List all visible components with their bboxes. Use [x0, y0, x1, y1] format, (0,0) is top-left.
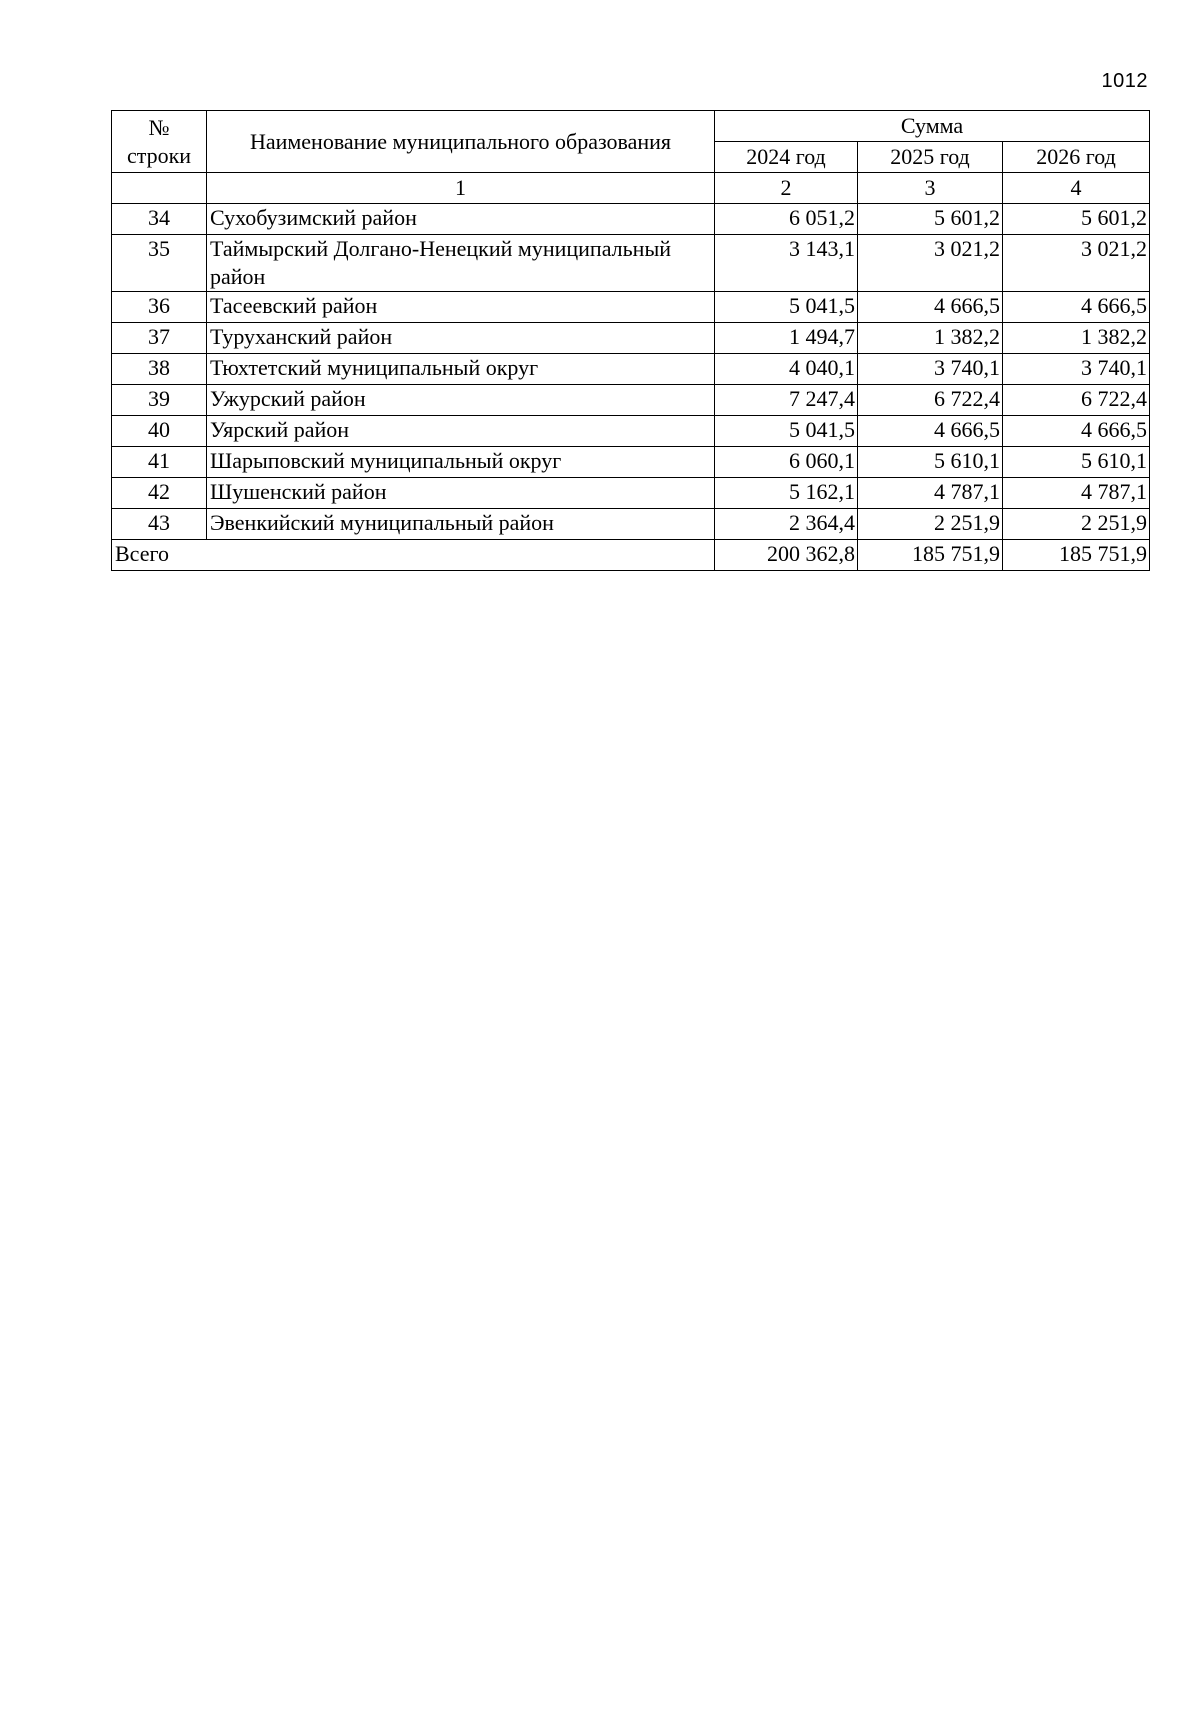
header-sum: Сумма [715, 111, 1150, 142]
value-2025: 1 382,2 [858, 323, 1003, 354]
value-2025: 4 666,5 [858, 292, 1003, 323]
row-number: 41 [112, 447, 207, 478]
table-row [112, 416, 1150, 447]
header-municipality-name: Наименование муниципального образования [207, 111, 715, 173]
total-2024: 200 362,8 [715, 540, 858, 571]
municipality-name: Сухобузимский район [207, 204, 715, 235]
value-2026: 5 610,1 [1003, 447, 1150, 478]
value-2025: 5 601,2 [858, 204, 1003, 235]
column-index-3: 3 [858, 173, 1003, 204]
value-2026: 3 740,1 [1003, 354, 1150, 385]
table-row [112, 385, 1150, 416]
municipality-name: Шушенский район [207, 478, 715, 509]
column-index-4: 4 [1003, 173, 1150, 204]
header-row-number-line2: строки [126, 142, 192, 168]
table-row [112, 235, 1150, 292]
value-2024: 7 247,4 [715, 385, 858, 416]
row-number: 34 [112, 204, 207, 235]
column-index-2: 2 [715, 173, 858, 204]
table-row [112, 447, 1150, 478]
value-2026: 2 251,9 [1003, 509, 1150, 540]
value-2025: 3 740,1 [858, 354, 1003, 385]
municipality-name: Уярский район [207, 416, 715, 447]
row-number: 43 [112, 509, 207, 540]
value-2025: 6 722,4 [858, 385, 1003, 416]
value-2026: 4 666,5 [1003, 292, 1150, 323]
header-year-2024: 2024 год [715, 142, 858, 173]
value-2024: 5 162,1 [715, 478, 858, 509]
municipality-name: Эвенкийский муниципальный район [207, 509, 715, 540]
value-2026: 5 601,2 [1003, 204, 1150, 235]
value-2024: 2 364,4 [715, 509, 858, 540]
row-number: 38 [112, 354, 207, 385]
value-2024: 5 041,5 [715, 292, 858, 323]
value-2024: 3 143,1 [715, 235, 858, 292]
row-number: 42 [112, 478, 207, 509]
total-2026: 185 751,9 [1003, 540, 1150, 571]
value-2025: 4 666,5 [858, 416, 1003, 447]
value-2026: 4 787,1 [1003, 478, 1150, 509]
row-number: 35 [112, 235, 207, 292]
table-row [112, 478, 1150, 509]
column-index-1: 1 [207, 173, 715, 204]
value-2024: 6 051,2 [715, 204, 858, 235]
table-row [112, 509, 1150, 540]
column-index-0 [112, 173, 207, 204]
header-row-number-line1: № [148, 114, 170, 140]
value-2024: 5 041,5 [715, 416, 858, 447]
value-2024: 6 060,1 [715, 447, 858, 478]
table-row [112, 323, 1150, 354]
value-2026: 1 382,2 [1003, 323, 1150, 354]
row-number: 40 [112, 416, 207, 447]
value-2024: 4 040,1 [715, 354, 858, 385]
table-row [112, 204, 1150, 235]
row-number: 37 [112, 323, 207, 354]
value-2025: 4 787,1 [858, 478, 1003, 509]
page-number: 1012 [1101, 70, 1148, 92]
value-2026: 4 666,5 [1003, 416, 1150, 447]
value-2025: 2 251,9 [858, 509, 1003, 540]
value-2025: 3 021,2 [858, 235, 1003, 292]
municipality-name: Ужурский район [207, 385, 715, 416]
municipality-name: Таймырский Долгано-Ненецкий муниципальный район [207, 235, 715, 292]
header-year-2025: 2025 год [858, 142, 1003, 173]
municipality-name: Шарыповский муниципальный округ [207, 447, 715, 478]
municipality-name: Тасеевский район [207, 292, 715, 323]
value-2024: 1 494,7 [715, 323, 858, 354]
value-2026: 3 021,2 [1003, 235, 1150, 292]
budget-table [111, 110, 1150, 571]
row-number: 39 [112, 385, 207, 416]
header-row-number [112, 111, 207, 173]
value-2026: 6 722,4 [1003, 385, 1150, 416]
table-row [112, 354, 1150, 385]
table-row [112, 292, 1150, 323]
total-label: Всего [112, 540, 715, 571]
row-number: 36 [112, 292, 207, 323]
total-2025: 185 751,9 [858, 540, 1003, 571]
total-row [112, 540, 1150, 571]
municipality-name: Тюхтетский муниципальный округ [207, 354, 715, 385]
header-year-2026: 2026 год [1003, 142, 1150, 173]
municipality-name: Туруханский район [207, 323, 715, 354]
value-2025: 5 610,1 [858, 447, 1003, 478]
